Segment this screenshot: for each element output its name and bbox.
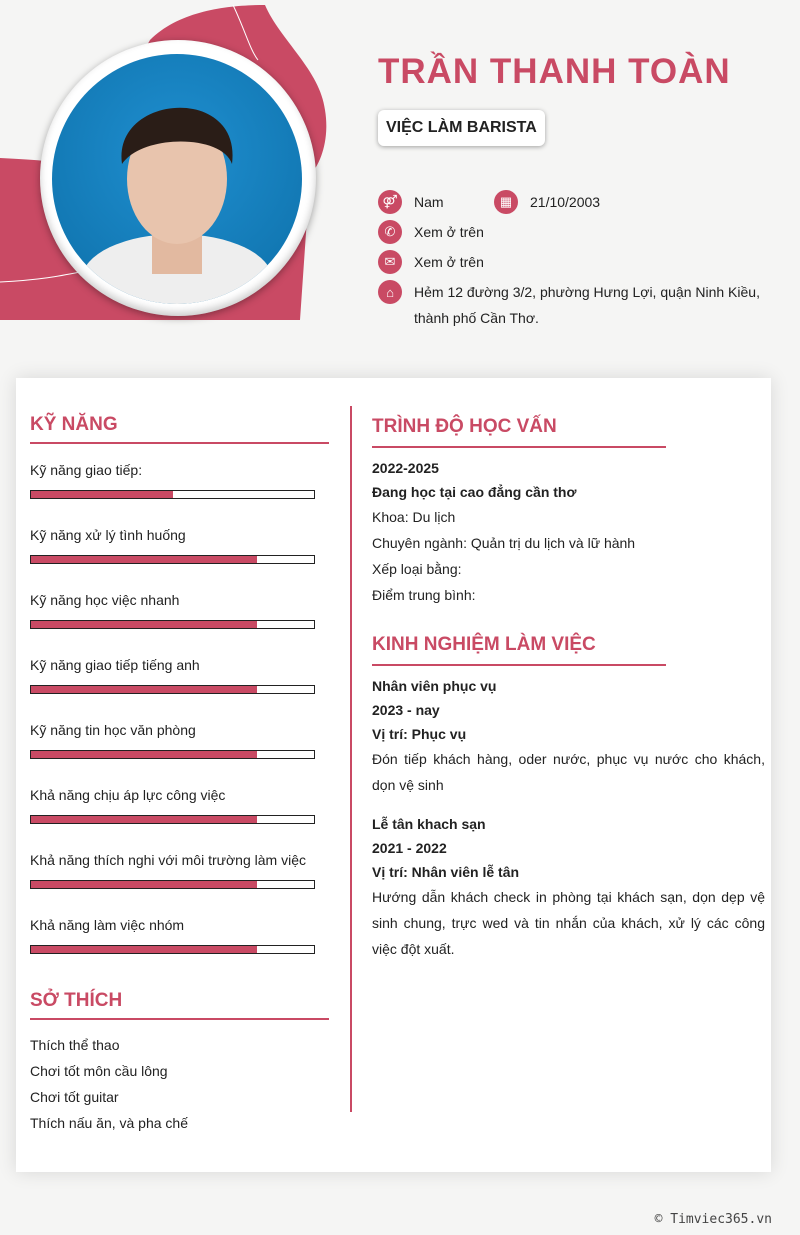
skill-bar-fill	[31, 816, 257, 823]
skills-list	[30, 462, 329, 982]
skill-bar	[30, 685, 315, 694]
experience-company: Lễ tân khach sạn	[372, 816, 486, 832]
email-value: Xem ở trên	[414, 254, 484, 270]
skill-bar-fill	[31, 881, 257, 888]
skill-item	[30, 527, 329, 592]
skill-item	[30, 657, 329, 722]
right-column	[372, 414, 765, 976]
skill-bar-fill	[31, 556, 257, 563]
skill-bar	[30, 490, 315, 499]
experience-period: 2021 - 2022	[372, 840, 447, 856]
experience-position: Vị trí: Phục vụ	[372, 726, 467, 742]
experience-item	[372, 674, 765, 798]
hobbies-heading: SỞ THÍCH	[30, 990, 329, 1020]
skill-bar-fill	[31, 621, 257, 628]
phone-row	[378, 220, 484, 244]
home-icon: ⌂	[378, 280, 402, 304]
experience-description: Đón tiếp khách hàng, oder nước, phục vụ nước cho khách, dọn vệ sinh	[372, 751, 765, 793]
cv-body	[16, 378, 771, 1172]
email-icon: ✉	[378, 250, 402, 274]
experience-heading: KINH NGHIỆM LÀM VIỆC	[372, 632, 666, 666]
skill-item	[30, 722, 329, 787]
phone-icon: ✆	[378, 220, 402, 244]
education-heading: TRÌNH ĐỘ HỌC VẤN	[372, 414, 666, 448]
skill-bar	[30, 750, 315, 759]
skill-label: Khả năng thích nghi với môi trường làm việc	[30, 852, 306, 868]
skill-bar	[30, 880, 315, 889]
skill-bar	[30, 945, 315, 954]
skill-bar-fill	[31, 751, 257, 758]
column-divider	[350, 406, 352, 1112]
skill-label: Kỹ năng giao tiếp:	[30, 462, 143, 478]
phone-value: Xem ở trên	[414, 224, 484, 240]
education-rank: Xếp loại bằng:	[372, 561, 462, 577]
candidate-name: TRẦN THANH TOÀN	[378, 52, 731, 91]
hobbies-list	[30, 1032, 329, 1136]
experience-company: Nhân viên phục vụ	[372, 678, 497, 694]
skill-bar	[30, 620, 315, 629]
experience-description: Hướng dẫn khách check in phòng tại khách sạn, dọn dẹp vệ sinh chung, trực wed và tin nhắn của khách, xử lý các công việc đột xuất.	[372, 889, 765, 957]
skill-label: Kỹ năng tin học văn phòng	[30, 722, 196, 738]
address-value: Hẻm 12 đường 3/2, phường Hưng Lợi, quận Ninh Kiều, thành phố Cần Thơ.	[414, 284, 760, 326]
skill-bar	[30, 815, 315, 824]
experience-item	[372, 812, 765, 962]
birthday-value: 21/10/2003	[530, 194, 601, 210]
email-row	[378, 250, 484, 274]
skill-bar	[30, 555, 315, 564]
left-column	[30, 414, 329, 1136]
skill-label: Kỹ năng xử lý tình huống	[30, 527, 186, 543]
skill-label: Kỹ năng giao tiếp tiếng anh	[30, 657, 200, 673]
address-row	[378, 280, 768, 331]
education-gpa: Điểm trung bình:	[372, 587, 476, 603]
skill-bar-fill	[31, 491, 173, 498]
skill-label: Kỹ năng học việc nhanh	[30, 592, 180, 608]
skill-label: Khả năng làm việc nhóm	[30, 917, 185, 933]
skill-item	[30, 462, 329, 527]
hobby-item: Thích nấu ăn, và pha chế	[30, 1115, 188, 1131]
gender-row	[378, 190, 444, 214]
hobby-item: Chơi tốt guitar	[30, 1089, 119, 1105]
experience-list	[372, 674, 765, 962]
calendar-icon: ▦	[494, 190, 518, 214]
skill-item	[30, 852, 329, 917]
education-faculty: Khoa: Du lịch	[372, 509, 456, 525]
gender-icon: ⚤	[378, 190, 402, 214]
skills-heading: KỸ NĂNG	[30, 414, 329, 444]
avatar-photo	[52, 54, 302, 304]
skill-label: Khả năng chịu áp lực công việc	[30, 787, 226, 803]
avatar-frame	[40, 40, 316, 316]
experience-period: 2023 - nay	[372, 702, 440, 718]
skill-bar-fill	[31, 686, 257, 693]
skill-item	[30, 592, 329, 657]
hobby-item: Chơi tốt môn cầu lông	[30, 1063, 168, 1079]
experience-position: Vị trí: Nhân viên lễ tân	[372, 864, 520, 880]
education-years: 2022-2025	[372, 460, 439, 476]
gender-value: Nam	[414, 194, 444, 210]
skill-item	[30, 787, 329, 852]
education-major: Chuyên ngành: Quản trị du lịch và lữ hành	[372, 535, 636, 551]
skill-item	[30, 917, 329, 982]
birthday-row	[494, 190, 600, 214]
footer-watermark: © Timviec365.vn	[654, 1212, 772, 1227]
skill-bar-fill	[31, 946, 257, 953]
job-title-badge: VIỆC LÀM BARISTA	[378, 110, 545, 146]
hobby-item: Thích thể thao	[30, 1037, 120, 1053]
education-school: Đang học tại cao đẳng cần thơ	[372, 484, 577, 500]
